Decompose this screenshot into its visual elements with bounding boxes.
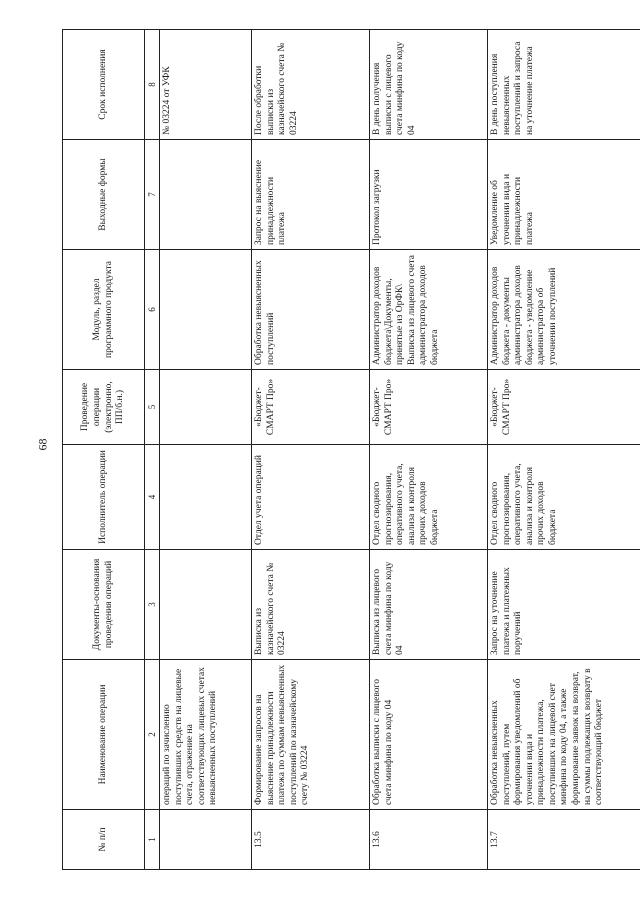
table-row [160, 30, 252, 870]
executor [160, 445, 252, 550]
deadline: № 03224 от УФК [160, 30, 252, 140]
column-number: 4 [145, 445, 160, 550]
header-cell-output: Выходные формы [63, 140, 145, 250]
operation-method [160, 370, 252, 445]
executor: Отдел учета операций [252, 445, 370, 550]
deadline: После обработки выписки из казначейского счета № 03224 [252, 30, 370, 140]
output-forms: Уведомление об уточнении вида и принадлежности платежа [488, 140, 640, 250]
column-number: 3 [145, 550, 160, 660]
column-number: 8 [145, 30, 160, 140]
basis-documents: Выписка из казначейского счета № 03224 [252, 550, 370, 660]
row-number: 13.7 [488, 810, 640, 870]
operation-name: Обработка невыясненных поступлений, путем формирования уведомлений об уточнении вида и принадлежности платежа, поступивших на лицевой счет минфина по коду 04, а также формирование заявок на возврат, на суммы подлежащих возврату в соответствующий бюджет [488, 660, 640, 810]
rotated-table-frame [62, 30, 640, 870]
page-number: 68 [35, 438, 50, 451]
column-number-row [145, 30, 160, 870]
row-number [160, 810, 252, 870]
software-module: Администратор доходов бюджета - документы администратора доходов бюджета - уведомление администратора об уточнении поступлений [488, 250, 640, 370]
table-row [252, 30, 370, 870]
software-module [160, 250, 252, 370]
operation-method: «Бюджет-СМАРТ Про» [252, 370, 370, 445]
executor: Отдел сводного прогнозирования, оперативного учета, анализа и контроля прочих доходов бюджета [370, 445, 488, 550]
executor: Отдел сводного прогнозирования, оперативного учета, анализа и контроля прочих доходов бюджета [488, 445, 640, 550]
column-number: 2 [145, 660, 160, 810]
column-number: 5 [145, 370, 160, 445]
row-number: 13.6 [370, 810, 488, 870]
table-row [370, 30, 488, 870]
column-number: 7 [145, 140, 160, 250]
header-cell-operation: Наименование операции [63, 660, 145, 810]
header-cell-deadline: Срок исполнения [63, 30, 145, 140]
output-forms: Протокол загрузки [370, 140, 488, 250]
operations-table [62, 29, 640, 870]
column-number: 6 [145, 250, 160, 370]
column-number: 1 [145, 810, 160, 870]
header-cell-executor: Исполнитель операции [63, 445, 145, 550]
header-cell-method: Проведение операции (электронно, ПП/б.н.) [63, 370, 145, 445]
header-cell-num: № п/п [63, 810, 145, 870]
output-forms [160, 140, 252, 250]
header-cell-docs: Документы-основания проведения операций [63, 550, 145, 660]
software-module: Обработка невыясненных поступлений [252, 250, 370, 370]
basis-documents: Выписка из лицевого счета минфина по коду 04 [370, 550, 488, 660]
table-row [488, 30, 640, 870]
software-module: Администратор доходов бюджета\Документы, принятые из ОрФК\ Выписка из лицевого счета администратора доходов бюджета [370, 250, 488, 370]
output-forms: Запрос на выяснение принадлежности платежа [252, 140, 370, 250]
operation-method: «Бюджет-СМАРТ Про» [370, 370, 488, 445]
row-number: 13.5 [252, 810, 370, 870]
deadline: В день поступления невыясненных поступлений и запроса на уточнение платежа [488, 30, 640, 140]
operation-method: «Бюджет-СМАРТ Про» [488, 370, 640, 445]
deadline: В день получения выписки с лицевого счета минфина по коду 04 [370, 30, 488, 140]
basis-documents: Запрос на уточнение платежа и платежных поручений [488, 550, 640, 660]
header-cell-module: Модуль, раздел программного продукта [63, 250, 145, 370]
operation-name: Формирование запросов на выяснение принадлежности платежа по суммам невыясненных поступлений по казначейскому счету № 03224 [252, 660, 370, 810]
operation-name: Обработка выписки с лицевого счета минфина по коду 04 [370, 660, 488, 810]
basis-documents [160, 550, 252, 660]
operation-name: операций по зачислению поступивших средств на лицевые счета, отражение на соответствующих лицевых счетах невыясненных поступлений [160, 660, 252, 810]
table-header-row [63, 30, 145, 870]
